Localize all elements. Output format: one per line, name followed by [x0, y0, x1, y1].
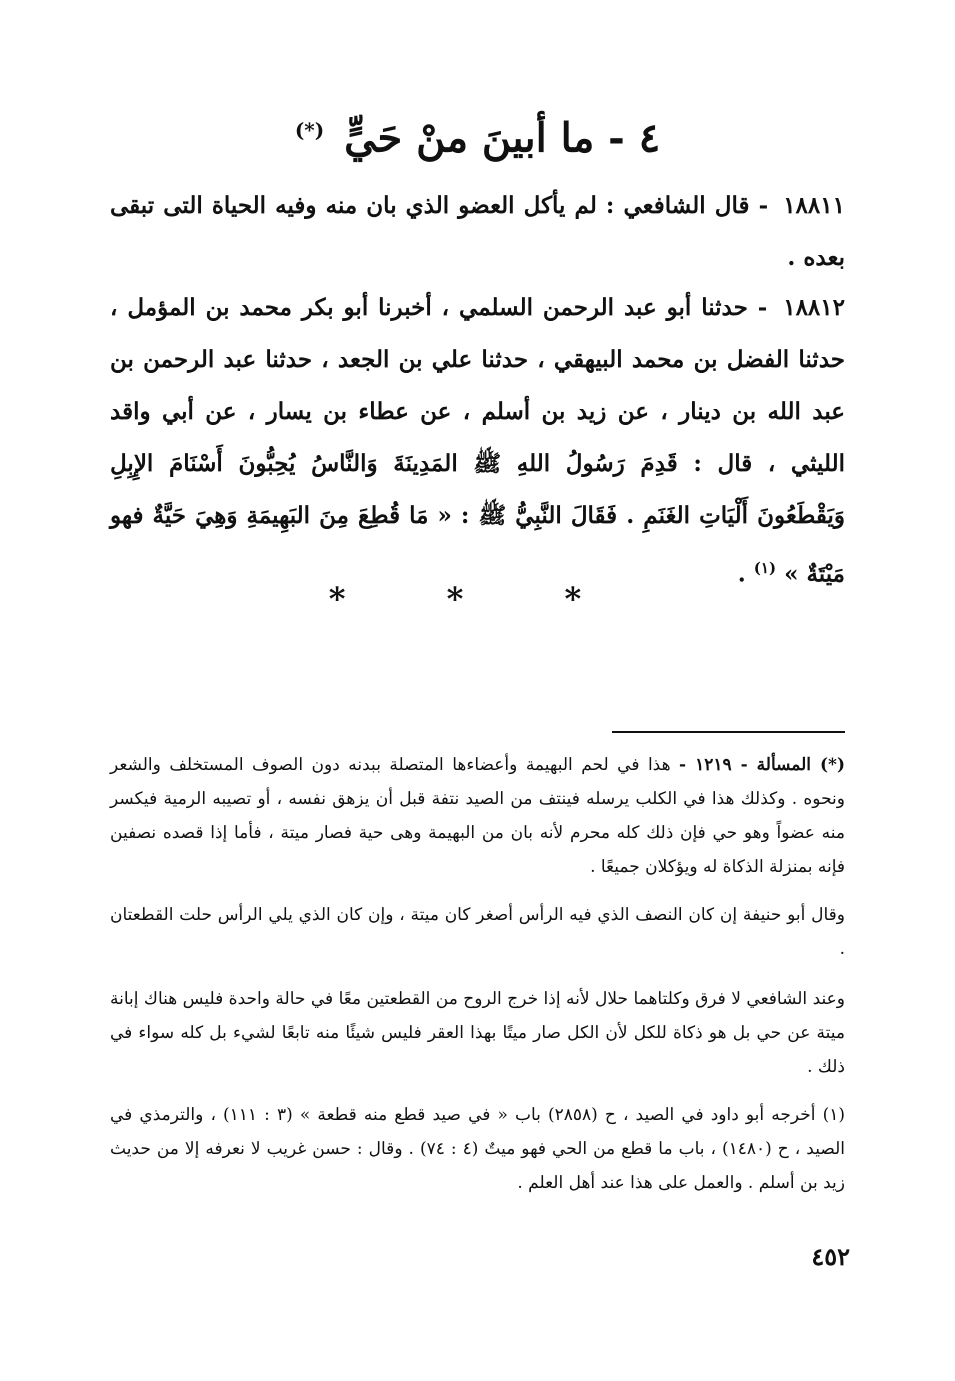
footnote-text: أخرجه أبو داود في الصيد ، ح (٢٨٥٨) باب « في صيد قطع منه قطعة » (٣ : ١١١) ، والترمذي في الصيد ، ح (١٤٨٠) ، باب ما قطع من الحي فهو ميتٌ (٤ : ٧٤) . وقال : حسن غريب لا نعرفه إلا من حديث زيد بن أسلم . والعمل على هذا عند أهل العلم . — [110, 1105, 845, 1193]
section-separator: * * * — [328, 580, 627, 618]
page-number: ٤٥٢ — [811, 1242, 850, 1271]
chapter-title: ٤ - ما أبينَ منْ حَيٍّ — [344, 114, 661, 162]
footnote-abu-hanifa — [110, 898, 845, 966]
paragraph-18812 — [110, 282, 845, 601]
heading-footnote-mark: (*) — [294, 118, 325, 142]
paragraph-end: . — [737, 560, 746, 588]
footnote-text: وقال أبو حنيفة إن كان النصف الذي فيه الرأس أصغر كان ميتة ، وإن كان الذي يلي الرأس حلت القطعتان . — [110, 905, 845, 959]
footnote-reference: (١) — [753, 559, 777, 577]
footnote-lead: (١) — [822, 1105, 845, 1125]
footnote-1-takhrij — [110, 1098, 845, 1200]
paragraph-number: ١٨٨١٢ — [783, 294, 845, 321]
footnote-text: وعند الشافعي لا فرق وكلتاهما حلال لأنه إذا خرج الروح من القطعتين معًا في حالة واحدة فليس هناك إبانة ميتة عن حي بل هو ذكاة للكل لأن الكل صار ميتًا بهذا العقر فليس شيئًا منه تابعًا لشيء بل كله سواء في ذلك . — [110, 989, 845, 1077]
footnote-shafii — [110, 982, 845, 1084]
footnote-text: هذا في لحم البهيمة وأعضاءها المتصلة ببدنه دون الصوف المستخلف والشعر ونحوه . وكذلك هذا في الكلب يرسله فينتف من الصيد نتفة قبل أن يزهق نفسه ، أو تصيبه الرمية فيكسر منه عضواً وهو حي فإن ذلك كله محرم لأنه بان من البهيمة وهى حية فصار ميتة ، فأما إذا قصده نصفين فإنه بمنزلة الذكاة له ويؤكلان جميعًا . — [110, 755, 845, 877]
footnote-lead: (*) المسألة - ١٢١٩ - — [679, 755, 845, 775]
footnote-divider — [612, 731, 845, 733]
footnote-masala — [110, 748, 845, 884]
paragraph-number: ١٨٨١١ — [783, 192, 845, 219]
chapter-heading — [110, 100, 845, 168]
paragraph-18811 — [110, 180, 845, 284]
paragraph-text: - حدثنا أبو عبد الرحمن السلمي ، أخبرنا أبو بكر محمد بن المؤمل ، حدثنا الفضل بن محمد البيهقي ، حدثنا علي بن الجعد ، حدثنا عبد الرحمن بن عبد الله بن دينار ، عن زيد بن أسلم ، عن عطاء بن يسار ، عن أبي واقد الليثي ، قال : قَدِمَ رَسُولُ اللهِ ﷺ المَدِينَةَ وَالنَّاسُ يُحِبُّونَ أَسْنَامَ الإِبِلِ وَيَقْطَعُونَ أَلْيَاتِ الغَنَمِ . فَقَالَ النَّبِيُّ ﷺ : « مَا قُطِعَ مِنَ البَهِيمَةِ وَهِيَ حَيَّةٌ فهو مَيْتَةٌ » — [110, 294, 845, 588]
paragraph-text: - قال الشافعي : لم يأكل العضو الذي بان منه وفيه الحياة التى تبقى بعده . — [110, 192, 845, 271]
